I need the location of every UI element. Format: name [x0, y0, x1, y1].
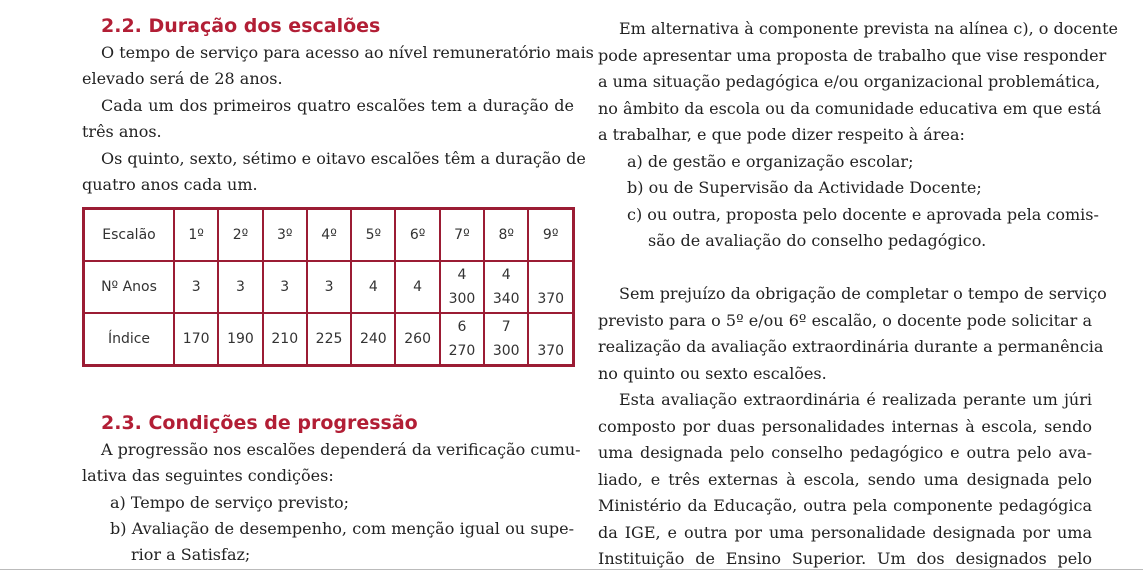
paragraph-line: A progressão nos escalões dependerá da verificação cumu-: [101, 440, 581, 459]
table-cell: 2º: [218, 209, 262, 262]
paragraph-line: uma designada pelo conselho pedagógico e outra pelo ava-: [598, 443, 1092, 462]
cell-line: 370: [537, 291, 565, 307]
table-cell: 7º: [440, 209, 484, 262]
paragraph-line: Em alternativa à componente prevista na alínea c), o docente: [619, 19, 1119, 38]
list-item: b) ou de Supervisão da Actividade Docente;: [627, 178, 982, 197]
table-cell: 240: [351, 313, 395, 366]
table-cell: 6º: [395, 209, 439, 262]
table-cell: 170: [174, 313, 218, 366]
paragraph-line: Ministério da Educação, outra pela componente pedagógica: [598, 496, 1092, 515]
table-cell: Escalão: [84, 209, 175, 262]
table-cell: [484, 261, 528, 313]
table-cell: 4º: [307, 209, 351, 262]
table-cell: 3: [218, 261, 262, 313]
paragraph-line: a uma situação pedagógica e/ou organizacional problemática,: [598, 72, 1101, 91]
cell-line: 340: [492, 291, 520, 307]
paragraph-line: previsto para o 5º e/ou 6º escalão, o docente pode solicitar a: [598, 311, 1092, 330]
paragraph-line: Sem prejuízo da obrigação de completar o tempo de serviço: [619, 284, 1107, 303]
paragraph-line: pode apresentar uma proposta de trabalho que vise responder: [598, 46, 1107, 65]
table-cell: [440, 261, 484, 313]
section-heading-2-2: 2.2. Duração dos escalões: [101, 15, 381, 37]
escaloes-table: [82, 207, 575, 367]
table-cell: Índice: [84, 313, 175, 366]
table-cell: 9º: [528, 209, 573, 262]
cell-line: 270: [448, 343, 476, 359]
paragraph-line: realização da avaliação extraordinária durante a permanência: [598, 337, 1104, 356]
table-cell: 3: [263, 261, 307, 313]
paragraph-line: composto por duas personalidades internas à escola, sendo: [598, 417, 1092, 436]
paragraph-line: lativa das seguintes condições:: [82, 466, 334, 485]
table-cell: 3: [307, 261, 351, 313]
paragraph-line: elevado será de 28 anos.: [82, 69, 283, 88]
table-row: [84, 261, 574, 313]
paragraph-line: no quinto ou sexto escalões.: [598, 364, 827, 383]
cell-line: 7: [501, 319, 511, 335]
table-cell: 8º: [484, 209, 528, 262]
paragraph-line: no âmbito da escola ou da comunidade educativa em que está: [598, 99, 1102, 118]
paragraph-line: Os quinto, sexto, sétimo e oitavo escalões têm a duração de: [101, 149, 586, 168]
cell-line: [529, 315, 572, 339]
list-item: a) Tempo de serviço previsto;: [110, 493, 350, 512]
cell-line: 300: [492, 343, 520, 359]
cell-line: 300: [448, 291, 476, 307]
cell-line: 4: [457, 267, 467, 283]
paragraph-line: quatro anos cada um.: [82, 175, 258, 194]
table-cell: 3: [174, 261, 218, 313]
paragraph-line: Esta avaliação extraordinária é realizada perante um júri: [619, 390, 1092, 409]
table-cell: 190: [218, 313, 262, 366]
table-cell: 3º: [263, 209, 307, 262]
paragraph-line: a trabalhar, e que pode dizer respeito à área:: [598, 125, 965, 144]
section-heading-2-3: 2.3. Condições de progressão: [101, 412, 418, 434]
paragraph-line: Cada um dos primeiros quatro escalões tem a duração de: [101, 96, 574, 115]
paragraph-line: liado, e três externas à escola, sendo uma designada pelo: [598, 470, 1092, 489]
paragraph-line: O tempo de serviço para acesso ao nível remuneratório mais: [101, 43, 594, 62]
table-cell: 4: [351, 261, 395, 313]
table-cell: 4: [395, 261, 439, 313]
cell-line: 4: [501, 267, 511, 283]
table-cell: 210: [263, 313, 307, 366]
paragraph-line: Instituição de Ensino Superior. Um dos designados pelo: [598, 549, 1092, 568]
list-item: c) ou outra, proposta pelo docente e aprovada pela comis-: [627, 205, 1099, 224]
paragraph-line: três anos.: [82, 122, 162, 141]
cell-line: 6: [457, 319, 467, 335]
table-cell: [440, 313, 484, 366]
cell-line: [529, 263, 572, 287]
table-cell: 225: [307, 313, 351, 366]
table-cell: 260: [395, 313, 439, 366]
paragraph-line: da IGE, e outra por uma personalidade designada por uma: [598, 523, 1092, 542]
table-cell: 1º: [174, 209, 218, 262]
list-item: são de avaliação do conselho pedagógico.: [648, 231, 987, 250]
table-cell: 5º: [351, 209, 395, 262]
table-cell: Nº Anos: [84, 261, 175, 313]
list-item: b) Avaliação de desempenho, com menção igual ou supe-: [110, 519, 574, 538]
table-cell: [484, 313, 528, 366]
table-cell: [528, 313, 573, 366]
table-row: [84, 209, 574, 262]
cell-line: 370: [537, 343, 565, 359]
table-row: [84, 313, 574, 366]
table-cell: [528, 261, 573, 313]
list-item: a) de gestão e organização escolar;: [627, 152, 914, 171]
list-item: rior a Satisfaz;: [131, 545, 251, 564]
